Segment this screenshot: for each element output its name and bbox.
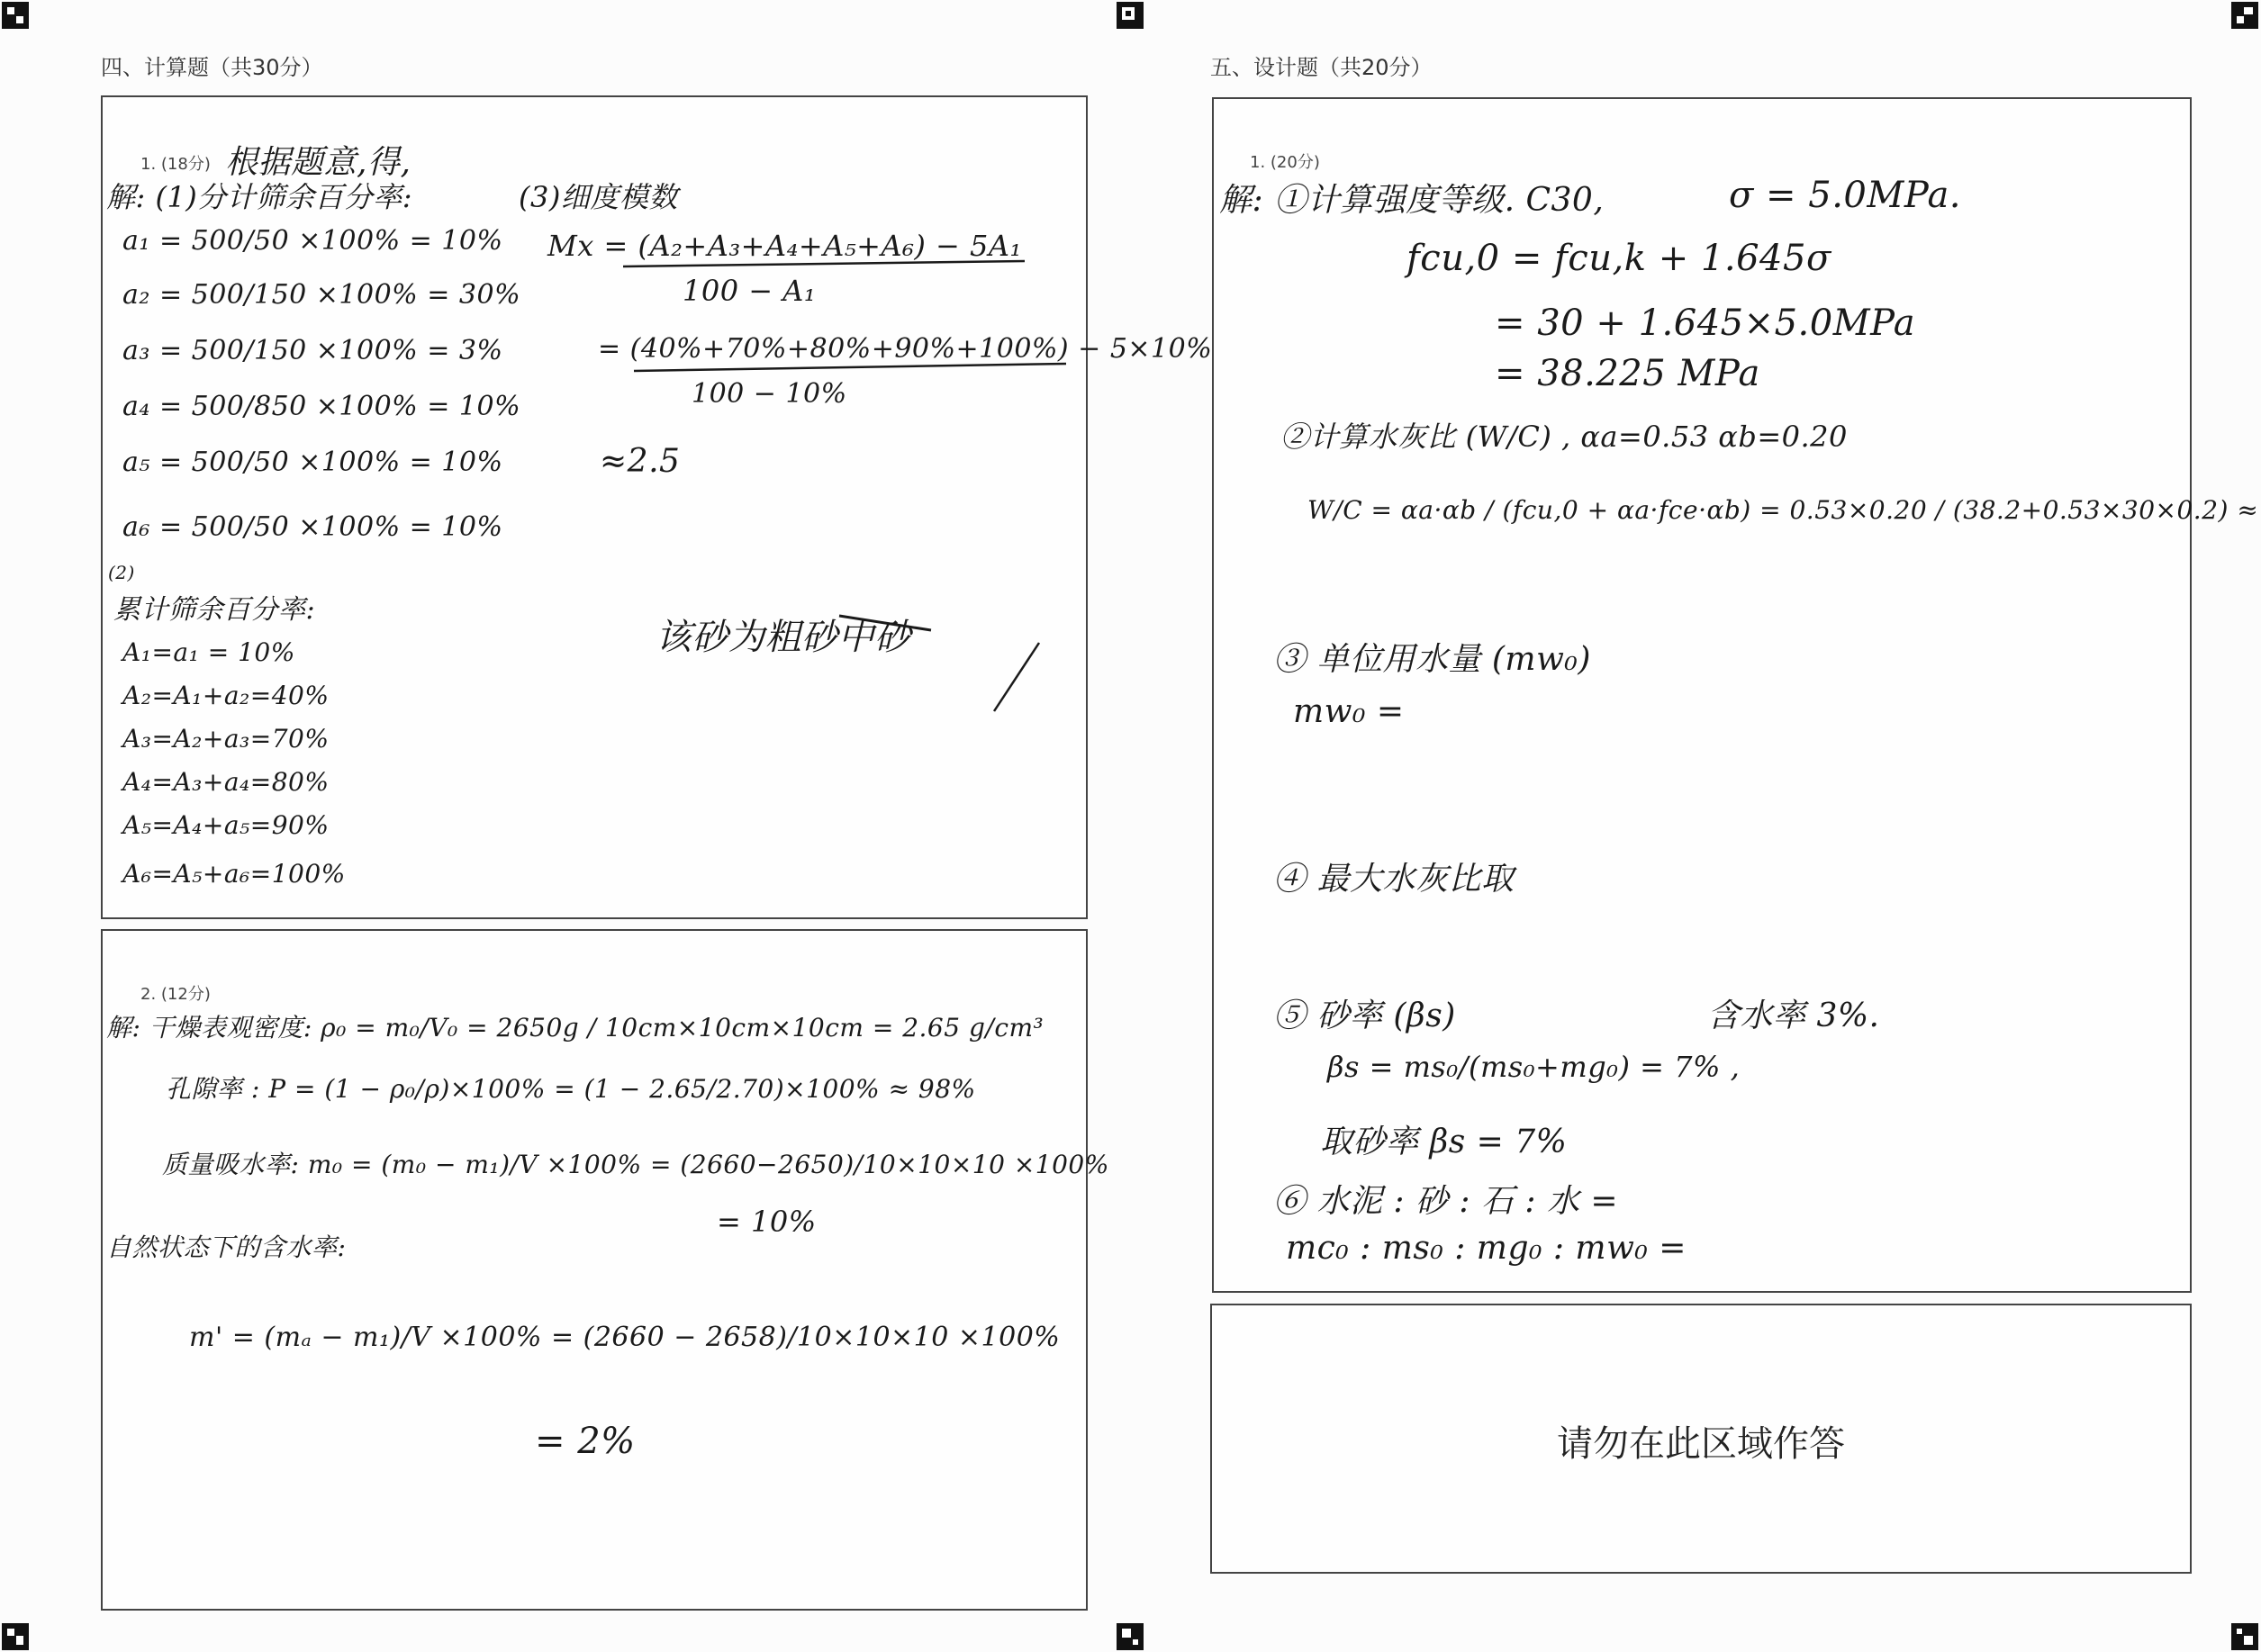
answer-box-calc-q2: [101, 929, 1109, 1611]
handwritten-line: ≈2.5: [600, 443, 681, 480]
handwritten-line: 孔隙率 : P = (1 − ρ₀/ρ)×100% = (1 − 2.65/2.70)×100% ≈ 98%: [166, 1074, 976, 1104]
handwritten-line: Mx = (A₂+A₃+A₄+A₅+A₆) − 5A₁: [547, 229, 1022, 263]
handwritten-line: a₄ = 500/850 ×100% = 10%: [122, 391, 521, 422]
registration-marker-top-left: [2, 2, 29, 29]
handwritten-line: mw₀ =: [1293, 693, 1405, 730]
handwritten-line: a₃ = 500/150 ×100% = 3%: [122, 335, 503, 366]
question-label: 1. (20分): [1250, 153, 1320, 172]
handwritten-line: A₅=A₄+a₅=90%: [122, 810, 330, 840]
handwritten-line: 解: (1)分计筛余百分率:: [106, 180, 413, 214]
handwritten-line: = (40%+70%+80%+90%+100%) − 5×10%: [598, 333, 1213, 365]
handwritten-line: W/C = αa·αb / (fcu,0 + αa·fce·αb) = 0.53×0.20 / (38.2+0.53×30×0.2) ≈: [1307, 495, 2259, 525]
handwritten-line: (3)细度模数: [519, 180, 678, 214]
registration-marker-bottom-middle: [1117, 1623, 1144, 1650]
handwritten-line: ⑥ 水泥 : 砂 : 石 : 水 =: [1273, 1183, 1619, 1220]
handwritten-line: a₁ = 500/50 ×100% = 10%: [122, 225, 503, 257]
handwritten-line: a₂ = 500/150 ×100% = 30%: [122, 279, 521, 311]
handwritten-line: a₆ = 500/50 ×100% = 10%: [122, 511, 503, 543]
answer-box-calc-q1: [101, 95, 1213, 919]
handwritten-line: A₃=A₂+a₃=70%: [122, 724, 330, 754]
registration-marker-top-middle: [1117, 2, 1144, 29]
handwritten-line: mc₀ : ms₀ : mg₀ : mw₀ =: [1286, 1230, 1687, 1267]
no-answer-zone: [1210, 1304, 2192, 1574]
handwritten-line: ②计算水灰比 (W/C) , αa=0.53 αb=0.20: [1280, 420, 1848, 454]
section-title-design: 五、设计题（共20分）: [1210, 55, 1433, 80]
handwritten-line: (2): [108, 562, 135, 583]
registration-marker-bottom-right: [2231, 1623, 2258, 1650]
answer-box-design-q1: [1212, 97, 2259, 1293]
handwritten-line: = 2%: [535, 1421, 636, 1462]
handwritten-line: A₄=A₃+a₄=80%: [122, 767, 330, 797]
handwritten-line: 解: 干燥表观密度: ρ₀ = m₀/V₀ = 2650g / 10cm×10cm×10cm = 2.65 g/cm³: [106, 1013, 1045, 1043]
handwritten-line: m' = (mₐ − m₁)/V ×100% = (2660 − 2658)/10×10×10 ×100%: [189, 1322, 1061, 1353]
question-label: 2. (12分): [140, 985, 211, 1004]
question-label: 1. (18分): [140, 155, 211, 174]
handwritten-line: 100 − A₁: [683, 274, 817, 308]
handwritten-line: = 10%: [717, 1205, 817, 1239]
handwritten-line: 根据题意,得,: [225, 144, 412, 181]
no-answer-zone-label: 请勿在此区域作答: [1557, 1423, 1845, 1465]
handwritten-line: A₁=a₁ = 10%: [122, 637, 295, 667]
handwritten-line: a₅ = 500/50 ×100% = 10%: [122, 447, 503, 478]
handwritten-line: ③ 单位用水量 (mw₀): [1273, 641, 1591, 678]
handwritten-line: 质量吸水率: m₀ = (m₀ − m₁)/V ×100% = (2660−2650)/10×10×10 ×100%: [162, 1150, 1109, 1179]
handwritten-line: βs = ms₀/(ms₀+mg₀) = 7% ,: [1327, 1050, 1741, 1084]
handwritten-line: σ = 5.0MPa.: [1729, 175, 1961, 216]
registration-marker-bottom-left: [2, 1623, 29, 1650]
handwritten-line: 100 − 10%: [692, 378, 847, 410]
handwritten-line: 取砂率 βs = 7%: [1320, 1124, 1568, 1160]
registration-marker-top-right: [2231, 2, 2258, 29]
handwritten-line: ⑤ 砂率 (βs): [1273, 998, 1456, 1034]
handwritten-line: A₆=A₅+a₆=100%: [122, 859, 346, 889]
handwritten-line: 累计筛余百分率:: [113, 594, 316, 626]
handwritten-line: = 38.225 MPa: [1495, 353, 1760, 394]
handwritten-line: fcu,0 = fcu,k + 1.645σ: [1406, 238, 1831, 279]
handwritten-line: 该砂为粗砂中砂: [656, 617, 911, 658]
handwritten-line: ④ 最大水灰比取: [1273, 861, 1515, 898]
handwritten-line: A₂=A₁+a₂=40%: [122, 681, 330, 710]
handwriting-strokes: [103, 97, 1086, 917]
handwritten-line: = 30 + 1.645×5.0MPa: [1495, 302, 1916, 344]
section-title-calculation: 四、计算题（共30分）: [101, 55, 323, 80]
handwritten-line: 解: ①计算强度等级. C30,: [1219, 182, 1605, 219]
handwritten-line: 含水率 3%.: [1707, 998, 1880, 1034]
handwritten-line: 自然状态下的含水率:: [106, 1232, 347, 1262]
